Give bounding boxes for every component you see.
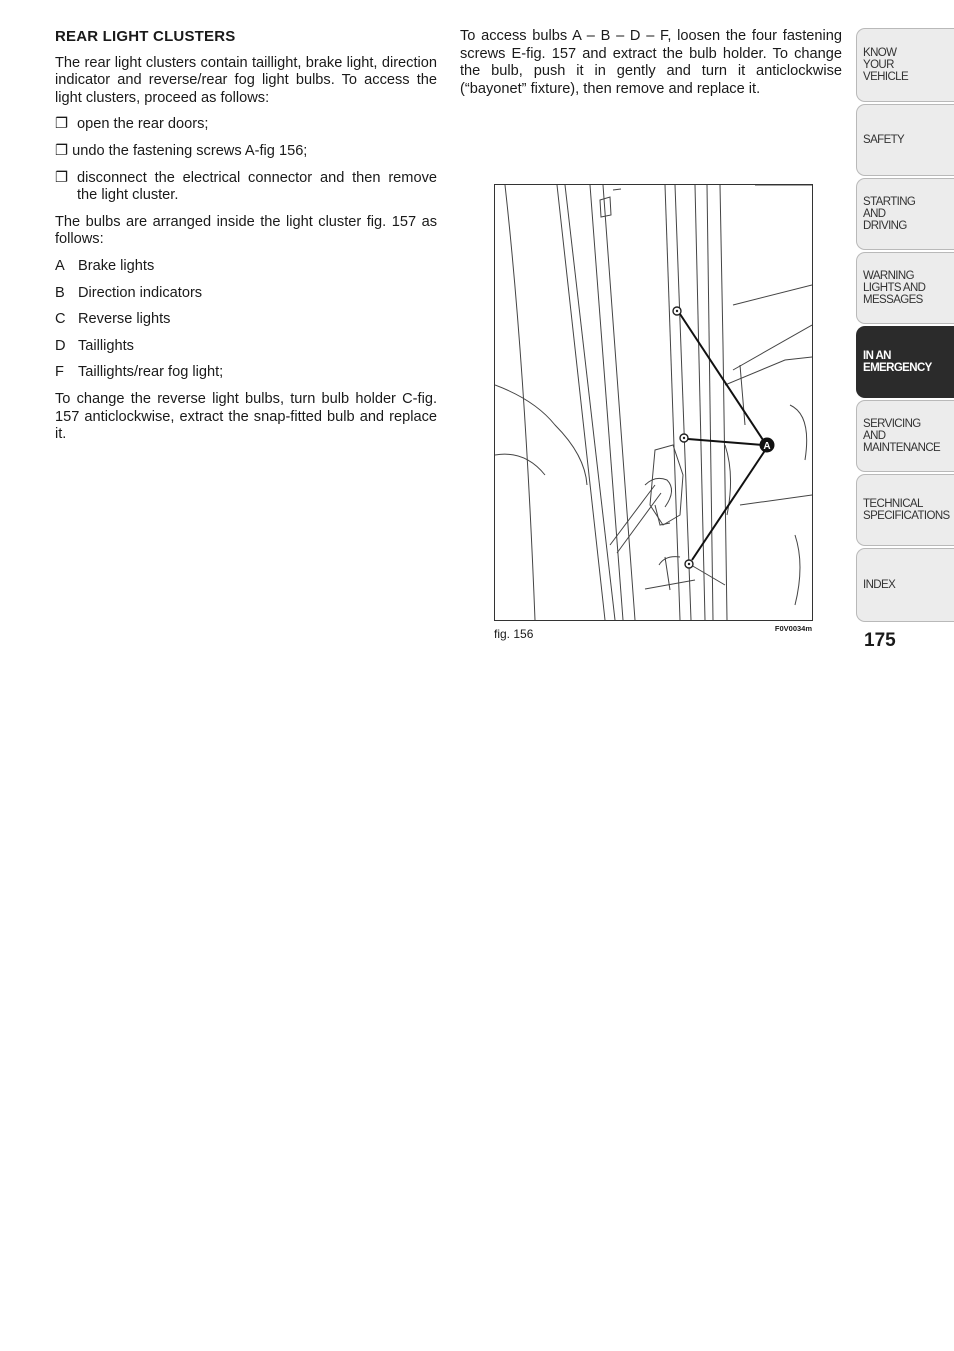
bulb-label: Direction indicators <box>78 284 203 301</box>
callout-label: A <box>763 441 771 452</box>
bulb-label: Reverse lights <box>78 311 171 328</box>
bulb-list-item <box>55 338 437 356</box>
bulb-list-item <box>55 258 437 276</box>
tab-starting-and-driving[interactable]: STARTING AND DRIVING <box>856 178 954 250</box>
step-text: undo the fastening screws A-fig 156; <box>72 142 308 159</box>
figure-code: F0V0034m <box>774 624 812 633</box>
tab-technical-specifications[interactable]: TECHNICAL SPECIFICATIONS <box>856 474 954 546</box>
tab-know-your-vehicle[interactable]: KNOW YOUR VEHICLE <box>856 28 954 102</box>
bulb-letter: C <box>55 311 66 328</box>
bulb-letter: F <box>55 364 64 381</box>
bulb-list-item <box>55 364 437 382</box>
reverse-bulb-paragraph: To change the reverse light bulbs, turn bulb holder C-fig. 157 anticlockwise, extract the snap-fitted bulb and replace it. <box>55 390 437 443</box>
section-heading: REAR LIGHT CLUSTERS <box>55 28 236 45</box>
tab-index[interactable]: INDEX <box>856 548 954 622</box>
checkbox-icon: ❐ <box>55 169 69 186</box>
intro-paragraph: The rear light clusters contain taillight, brake light, direction indicator and reverse/rear fog light bulbs. To access the light clusters, proceed as follows: <box>55 54 437 106</box>
tab-servicing-and-maintenance[interactable]: SERVICING AND MAINTENANCE <box>856 400 954 472</box>
tab-in-an-emergency[interactable]: IN AN EMERGENCY <box>856 326 954 398</box>
step-text: disconnect the electrical connector and then remove the light cluster. <box>77 169 437 204</box>
step-item <box>55 143 437 161</box>
rear-light-cluster-drawing <box>495 185 812 620</box>
bulb-letter: A <box>55 257 65 274</box>
bulb-letter: B <box>55 284 65 301</box>
step-text: open the rear doors; <box>77 116 209 133</box>
tab-warning-lights-and-messages[interactable]: WARNING LIGHTS AND MESSAGES <box>856 252 954 324</box>
left-column <box>55 28 437 453</box>
access-bulbs-paragraph: To access bulbs A – B – D – F, loosen the four fastening screws E-fig. 157 and extract the bulb holder. To change the bulb, push it in gently and turn it anticlockwise (“bayonet” fixture), then remove and replace it. <box>460 28 842 97</box>
bulb-list-item <box>55 285 437 303</box>
tab-safety[interactable]: SAFETY <box>856 104 954 176</box>
step-item <box>55 116 437 134</box>
step-item <box>55 170 437 205</box>
bulb-label: Taillights <box>78 337 134 354</box>
right-column <box>460 28 842 98</box>
figure-156-illustration <box>494 184 813 621</box>
bulbs-intro: The bulbs are arranged inside the light cluster fig. 157 as follows: <box>55 213 437 248</box>
bulb-list-item <box>55 311 437 329</box>
bulb-letter: D <box>55 337 66 354</box>
checkbox-icon: ❐ <box>55 116 69 133</box>
checkbox-icon: ❐ <box>55 142 69 159</box>
page-number: 175 <box>864 630 896 651</box>
bulb-label: Brake lights <box>78 257 155 274</box>
figure-caption: fig. 156 <box>494 627 534 641</box>
bulb-label: Taillights/rear fog light; <box>78 364 224 381</box>
